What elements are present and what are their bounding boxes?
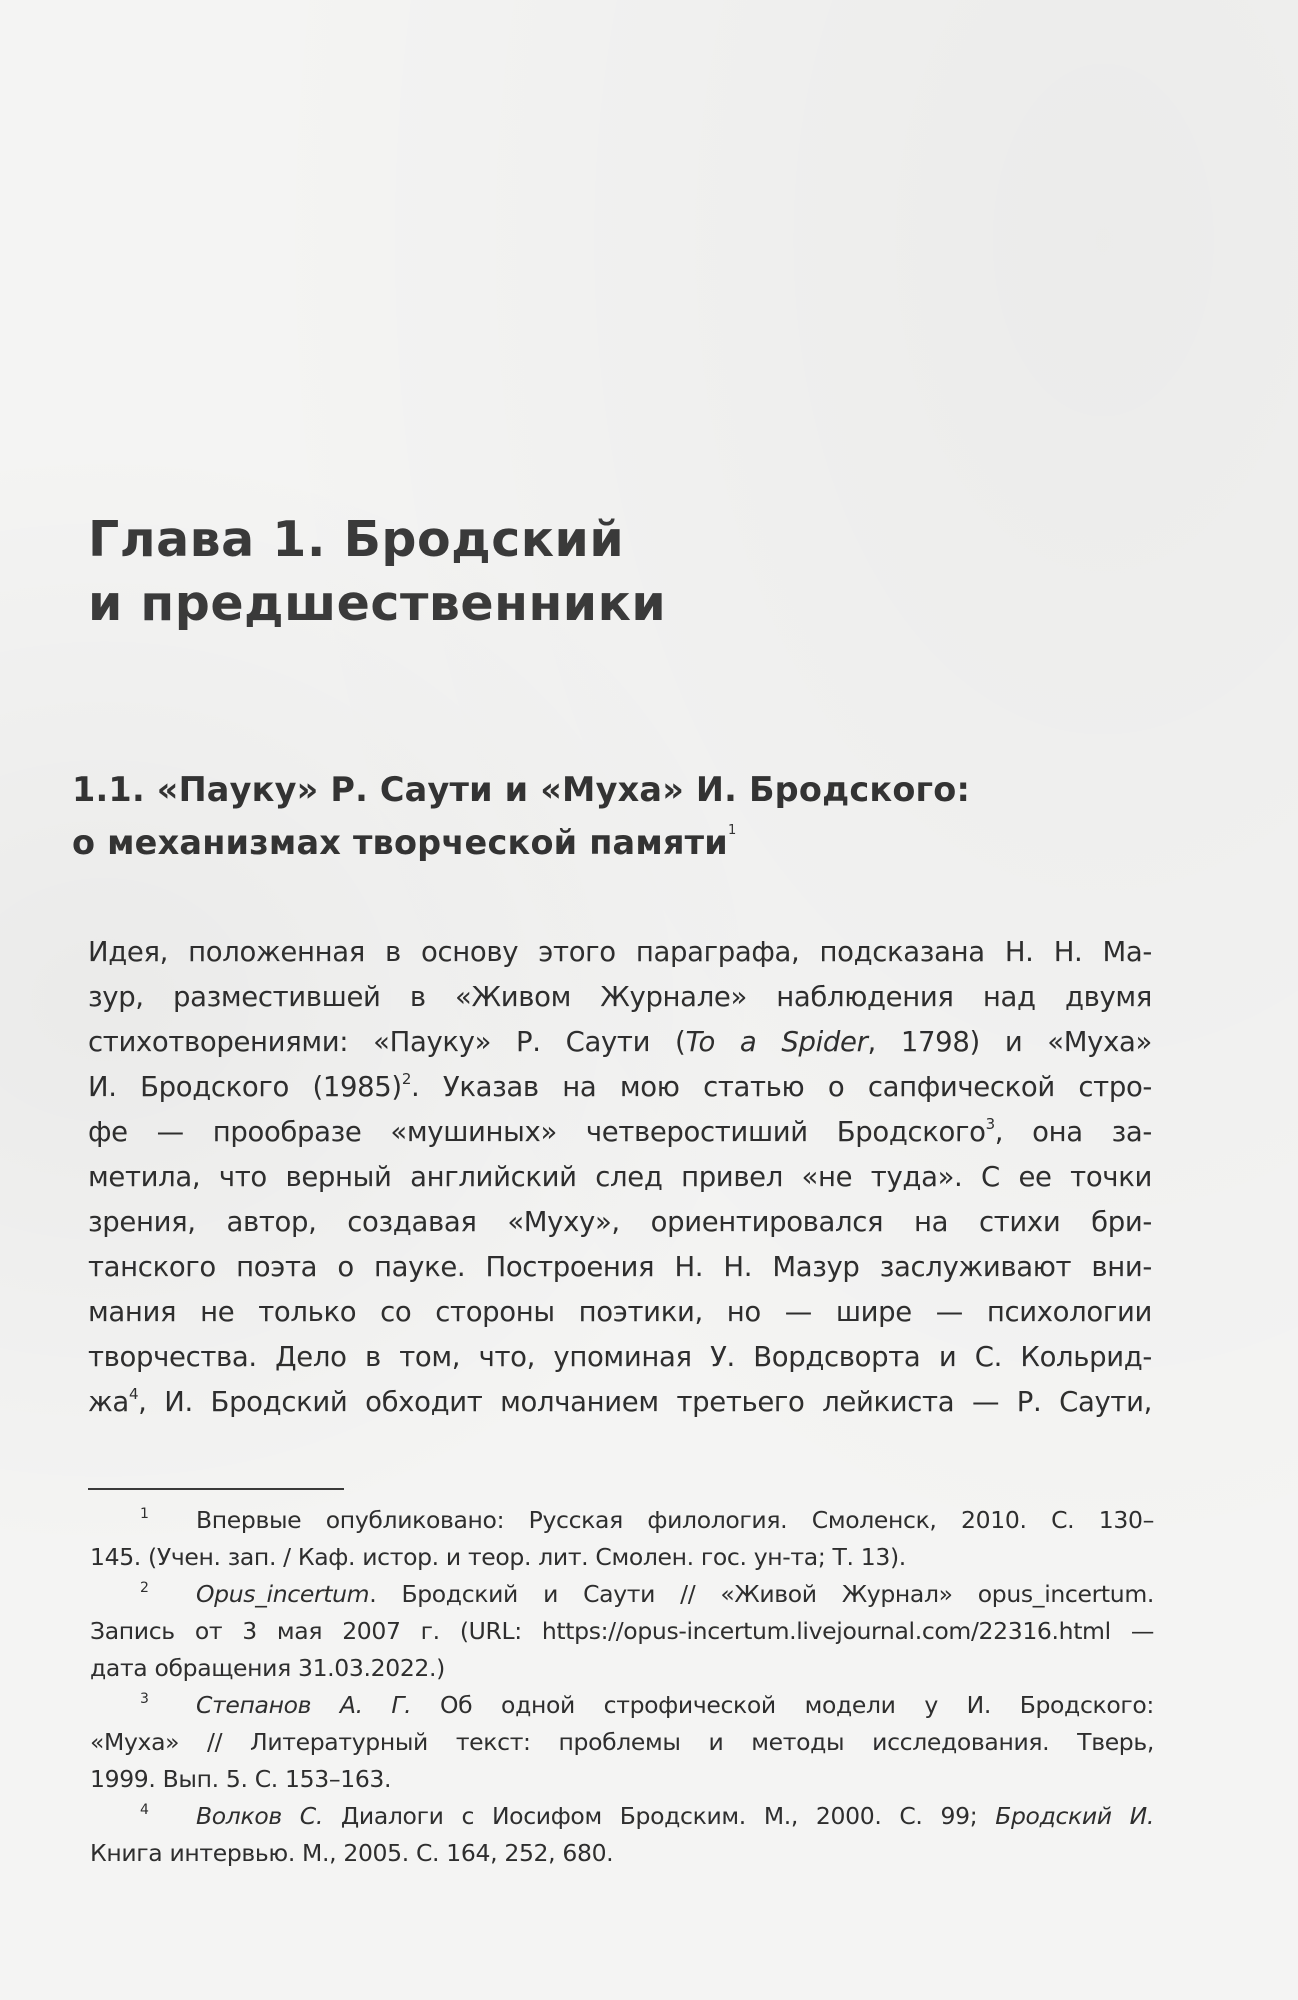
- footnote-line: 1 Впервые опубликовано: Русская филология. Смоленск, 2010. С. 130–: [140, 1506, 1154, 1534]
- footnote-author-italic: Степанов А. Г.: [196, 1691, 412, 1719]
- body-text-fragment: . Указав на мою статью о сапфической стро-: [411, 1071, 1153, 1103]
- footnote-separator: [88, 1488, 344, 1490]
- footnote-2: [90, 1576, 1154, 1687]
- body-line: танского поэта о пауке. Построения Н. Н. Мазур заслуживают вни-: [88, 1251, 1152, 1283]
- section-title-line-2-text: о механизмах творческой памяти: [72, 823, 728, 862]
- footnote-line: 3 Степанов А. Г. Об одной строфической модели у И. Бродского:: [140, 1691, 1154, 1719]
- footnote-line: 2 Opus_incertum. Бродский и Саути // «Живой Журнал» opus_incertum.: [140, 1580, 1154, 1608]
- body-line: метила, что верный английский след привел «не туда». С ее точки: [88, 1161, 1152, 1193]
- footnote-line: 4 Волков С. Диалоги с Иосифом Бродским. М., 2000. С. 99; Бродский И.: [140, 1802, 1155, 1830]
- body-text-fragment: стихотворениями: «Пауку» Р. Саути (: [88, 1026, 686, 1058]
- footnote-text: . Бродский и Саути // «Живой Журнал» opus_incertum.: [369, 1580, 1154, 1608]
- body-text-fragment: , она за-: [994, 1116, 1152, 1148]
- footnote-3: [90, 1687, 1154, 1798]
- body-line: [88, 1110, 1152, 1155]
- body-text-fragment: , И. Бродский обходит молчанием третьего лейкиста — Р. Саути,: [138, 1386, 1152, 1418]
- body-line: [88, 1380, 1152, 1425]
- body-line: [88, 1020, 1152, 1065]
- footnote-text: Об одной строфической модели у И. Бродского:: [411, 1691, 1154, 1719]
- footnote-line: дата обращения 31.03.2022.): [90, 1654, 445, 1682]
- footnote-text: Впервые опубликовано: Русская филология. Смоленск, 2010. С. 130–: [196, 1506, 1154, 1534]
- footnote-line: Запись от 3 мая 2007 г. (URL: https://opus-incertum.livejournal.com/22316.html —: [90, 1617, 1154, 1645]
- body-text-fragment: И. Бродского (1985): [88, 1071, 402, 1103]
- footnote-author-italic: Opus_incertum: [196, 1580, 370, 1608]
- body-line: мания не только со стороны поэтики, но — шире — психологии: [88, 1296, 1152, 1328]
- footnote-line: «Муха» // Литературный текст: проблемы и методы исследования. Тверь,: [90, 1728, 1154, 1756]
- footnote-text: Диалоги с Иосифом Бродским. М., 2000. С. 99;: [322, 1802, 996, 1830]
- footnote-reference-3: 3: [985, 1115, 995, 1133]
- body-line: зрения, автор, создавая «Муху», ориентировался на стихи бри-: [88, 1206, 1152, 1238]
- footnote-line: 145. (Учен. зап. / Каф. истор. и теор. лит. Смолен. гос. ун-та; Т. 13).: [90, 1543, 906, 1571]
- chapter-title: [88, 508, 666, 636]
- footnotes: [90, 1502, 1154, 1872]
- section-title-line-1: 1.1. «Пауку» Р. Саути и «Муха» И. Бродского:: [72, 770, 971, 809]
- body-paragraph: [88, 930, 1152, 1425]
- body-line: зур, разместившей в «Живом Журнале» наблюдения над двумя: [88, 981, 1152, 1013]
- work-title-italic: To a Spider: [685, 1026, 868, 1058]
- footnote-4: [90, 1798, 1154, 1872]
- body-text-fragment: жа: [88, 1386, 129, 1418]
- body-text-fragment: фе — прообразе «мушиных» четверостиший Бродского: [88, 1116, 986, 1148]
- footnote-reference-4: 4: [128, 1385, 139, 1403]
- section-title: [72, 763, 970, 869]
- footnote-reference-2: 2: [401, 1070, 412, 1088]
- footnote-line: 1999. Вып. 5. С. 153–163.: [90, 1765, 392, 1793]
- body-text-fragment: , 1798) и «Муха»: [867, 1026, 1152, 1058]
- body-line: [88, 1065, 1152, 1110]
- section-title-line-2: [72, 816, 970, 869]
- footnote-reference-1: 1: [727, 823, 737, 838]
- footnote-author-italic: Бродский И.: [995, 1802, 1155, 1830]
- chapter-title-line-1: Глава 1. Бродский: [88, 511, 625, 568]
- footnote-line: Книга интервью. М., 2005. С. 164, 252, 680.: [90, 1839, 614, 1867]
- chapter-title-line-2: и предшественники: [88, 575, 667, 632]
- footnote-author-italic: Волков С.: [196, 1802, 323, 1830]
- body-line: творчества. Дело в том, что, упоминая У. Вордсворта и С. Кольрид-: [88, 1341, 1152, 1373]
- body-line: Идея, положенная в основу этого параграфа, подсказана Н. Н. Ма-: [88, 936, 1152, 968]
- footnote-1: [90, 1502, 1154, 1576]
